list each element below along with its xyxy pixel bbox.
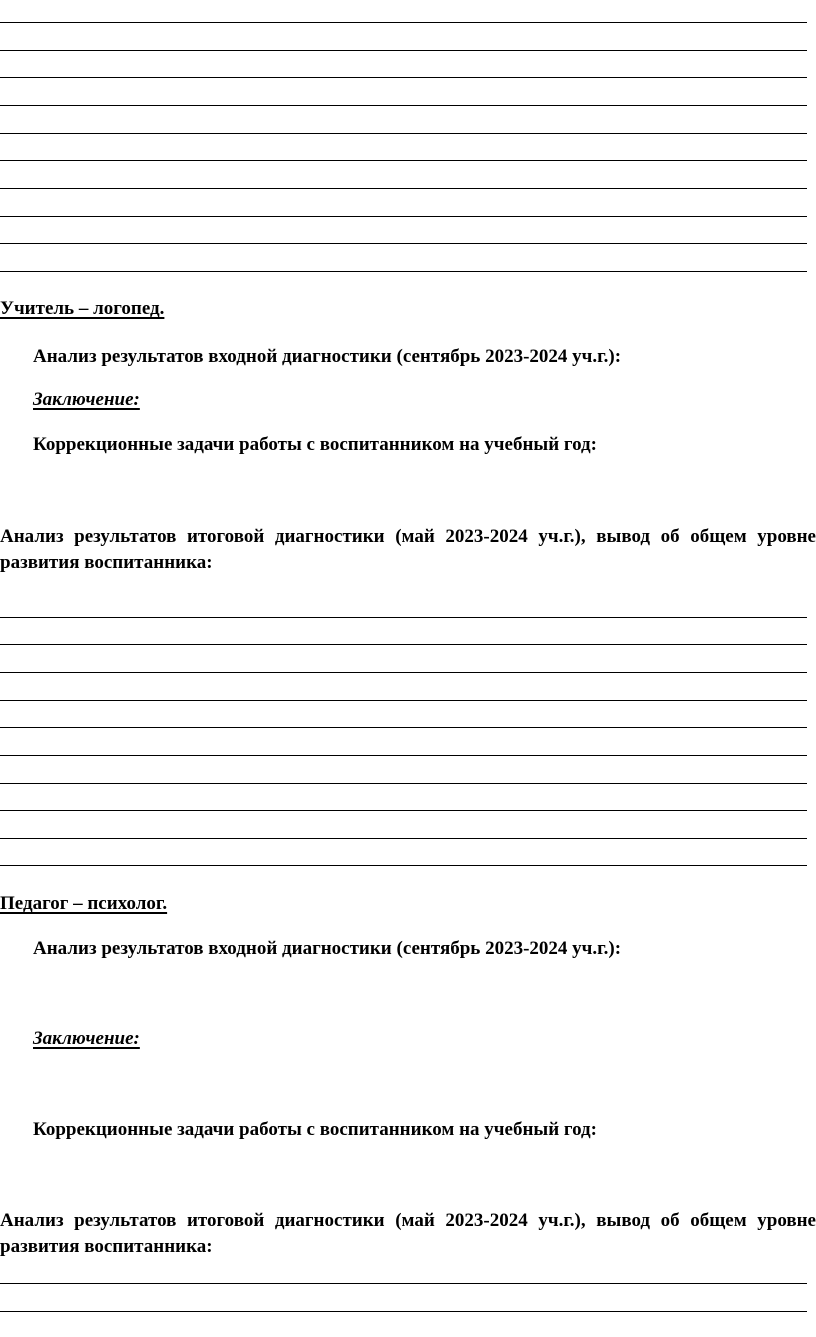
psychologist-heading: Педагог – психолог. [0,893,168,914]
writing-line [0,105,807,106]
writing-line [0,271,807,272]
writing-line [0,727,807,728]
writing-line [0,838,807,839]
writing-line [0,672,807,673]
entry-diagnostics-heading: Анализ результатов входной диагностики (сентябрь 2023-2024 уч.г.): [33,346,622,367]
speech-therapist-heading: Учитель – логопед. [0,298,165,319]
writing-line [0,133,807,134]
writing-line [0,216,807,217]
writing-line [0,810,807,811]
conclusion-label: Заключение: [33,389,140,410]
writing-line [0,160,807,161]
writing-line [0,700,807,701]
final-diagnostics-heading: Анализ результатов итоговой диагностики (май 2023-2024 уч.г.), вывод об общем уровне развития воспитанника: [0,1210,816,1257]
writing-line [0,755,807,756]
writing-line [0,1283,807,1284]
final-diagnostics-heading: Анализ результатов итоговой диагностики (май 2023-2024 уч.г.), вывод об общем уровне развития воспитанника: [0,526,816,573]
writing-line [0,77,807,78]
correction-tasks-heading: Коррекционные задачи работы с воспитанником на учебный год: [33,434,597,455]
writing-line [0,644,807,645]
writing-line [0,50,807,51]
conclusion-label: Заключение: [33,1028,140,1049]
writing-line [0,243,807,244]
correction-tasks-heading: Коррекционные задачи работы с воспитанником на учебный год: [33,1119,597,1140]
writing-line [0,188,807,189]
writing-line [0,617,807,618]
entry-diagnostics-heading: Анализ результатов входной диагностики (сентябрь 2023-2024 уч.г.): [33,938,622,959]
writing-line [0,783,807,784]
writing-line [0,22,807,23]
writing-line [0,1311,807,1312]
writing-line [0,865,807,866]
